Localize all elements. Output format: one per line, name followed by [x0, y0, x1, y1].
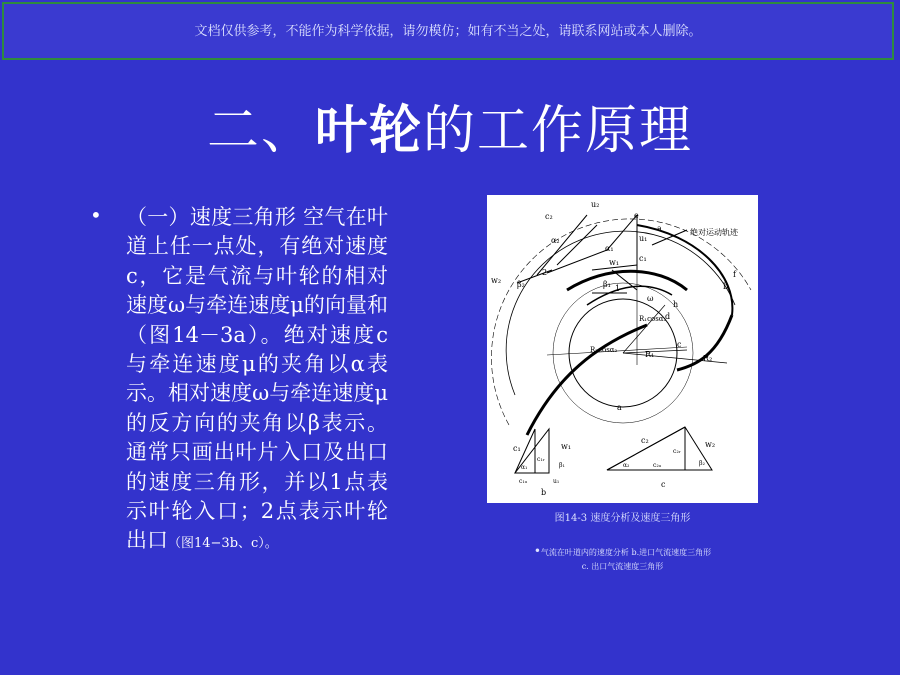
velocity-diagram-figure [487, 195, 758, 503]
body-paragraph [126, 203, 388, 559]
outer-dashed-arc [491, 219, 751, 425]
label-pt-d: d [665, 312, 671, 321]
label-b2: β₂ [517, 280, 525, 289]
path-label: 绝对运动轨迹 [690, 228, 738, 237]
figure-reference: （图14−3b、c）。 [168, 536, 278, 552]
label-c2: c₂ [545, 212, 553, 221]
label-R1: R₁ [645, 350, 655, 359]
figure-caption: 图14-3 速度分析及速度三角形 [554, 513, 691, 524]
label-c2r: c₂ᵣ [673, 448, 681, 455]
label-u1-b: u₁ [553, 478, 560, 485]
label-R2: R₂ [703, 354, 713, 363]
disclaimer-banner: 文档仅供参考，不能作为科学依据，请勿模仿；如有不当之处，请联系网站或本人删除。 [2, 2, 894, 60]
label-pt-c: c [677, 340, 682, 349]
label-R2cos: R₂cosα₂ [590, 346, 618, 354]
label-a1-b: α₁ [521, 464, 528, 471]
label-c1r: c₁ᵣ [537, 456, 545, 463]
subcaption-line2: c. 出口气流速度三角形 [581, 562, 664, 571]
label-c1u: c₁ᵤ [519, 478, 528, 485]
figure-subcaption [487, 544, 758, 574]
velocity-diagram-svg [487, 195, 758, 503]
label-w1-b: w₁ [561, 442, 572, 451]
label-pt-h: h [673, 300, 679, 309]
label-c2-c: c₂ [641, 436, 649, 445]
label-sub-c: c [661, 480, 666, 489]
label-sub-b: b [541, 488, 547, 497]
label-u2: u₂ [591, 200, 600, 209]
label-c1-b: c₁ [513, 444, 521, 453]
label-n1: 1 [615, 284, 621, 293]
title-prefix: 二、 [206, 101, 315, 161]
page-title [0, 88, 900, 163]
label-pt-e: e [634, 211, 639, 220]
label-n2: 2 [542, 268, 548, 277]
subcaption-bullet: • [533, 544, 541, 558]
label-b1-b: β₁ [559, 462, 565, 469]
label-w2-c: w₂ [705, 440, 716, 449]
label-pt-a: a [657, 224, 662, 233]
bullet-marker: • [90, 203, 102, 227]
label-a2-c: α₂ [623, 462, 630, 469]
body-text: （一）速度三角形 空气在叶道上任一点处，有绝对速度c，它是气流与叶轮的相对速度ω与牵连速度μ的向量和（图14－3a）。绝对速度c与牵连速度μ的夹角以α表示。相对速度ω与牵连速度μ的反方向的夹角以β表示。通常只画出叶片入口及出口的速度三角形，并以1点表示叶轮入口；2点表示叶轮出口 [126, 205, 388, 553]
outer-arc [506, 231, 735, 395]
impeller-drawing [491, 215, 751, 435]
label-pt-b: b [723, 282, 729, 291]
label-a2: α₂ [551, 236, 560, 245]
label-pt-f: f [733, 270, 736, 279]
label-omega: ω [647, 294, 654, 303]
subcaption-line1: 气流在叶道内的速度分析 b.进口气流速度三角形 [540, 548, 712, 557]
label-w1: w₁ [609, 258, 620, 267]
label-c2u: c₂ᵤ [653, 462, 662, 469]
blade-1 [527, 325, 647, 435]
label-u1: u₁ [639, 234, 648, 243]
label-w2: w₂ [491, 276, 502, 285]
label-b1: β₁ [603, 280, 611, 289]
label-R1cos: R₁cosα₁ [639, 315, 667, 323]
label-sub-a: a [617, 403, 622, 412]
label-c1: c₁ [639, 254, 647, 263]
label-b2-c: β₂ [699, 460, 705, 467]
title-suffix: 的工作原理 [423, 101, 694, 161]
title-bold: 叶轮 [314, 100, 423, 161]
label-a1: α₁ [605, 244, 614, 253]
